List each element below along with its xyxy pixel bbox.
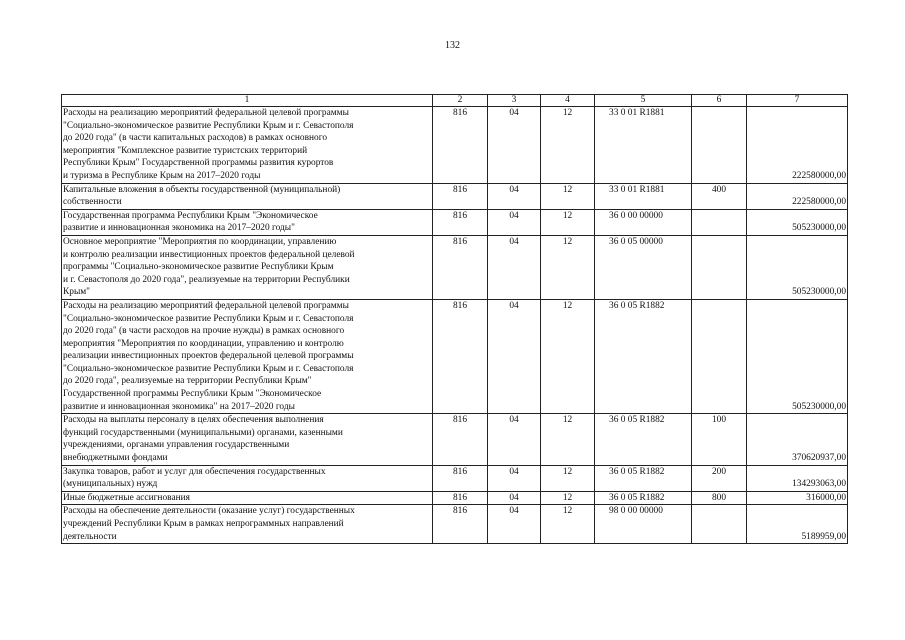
expense-name-line: Расходы на выплаты персоналу в целях обеспечения выполнения <box>63 415 324 426</box>
amount: 316000,00 <box>747 491 848 505</box>
expense-type-code <box>692 209 747 235</box>
ministry-code: 816 <box>433 505 488 544</box>
expense-type-code: 800 <box>692 491 747 505</box>
section-code: 04 <box>488 414 541 465</box>
subsection-code: 12 <box>541 299 595 413</box>
expense-name-line: внебюджетными фондами <box>63 453 168 464</box>
expense-type-code: 400 <box>692 183 747 209</box>
expense-name-line: мероприятия "Мероприятия по координации, управлению и контролю <box>63 338 344 349</box>
subsection-code: 12 <box>541 107 595 184</box>
target-article-code: 36 0 00 00000 <box>595 209 692 235</box>
page-number: 132 <box>445 40 460 51</box>
expense-name-line: учреждений Республики Крым в рамках непрограммных направлений <box>63 519 344 529</box>
amount: 222580000,00 <box>747 107 848 184</box>
column-number: 1 <box>62 95 433 107</box>
ministry-code: 816 <box>433 183 488 209</box>
target-article-code: 33 0 01 R1881 <box>595 107 692 184</box>
expense-type-code <box>692 505 747 544</box>
ministry-code: 816 <box>433 465 488 491</box>
table-row <box>62 235 848 299</box>
column-number: 4 <box>541 95 595 107</box>
expense-name-line: до 2020 года", реализуемые на территории Республики Крым" <box>63 376 312 387</box>
expense-name-line: (муниципальных) нужд <box>63 479 158 490</box>
expense-name <box>62 107 433 184</box>
expense-name-line: Закупка товаров, работ и услуг для обеспечения государственных <box>63 466 326 477</box>
target-article-code: 36 0 05 R1882 <box>595 491 692 505</box>
table-row <box>62 505 848 544</box>
expense-name-line: учреждениями, органами управления государственными <box>63 440 290 451</box>
expense-name-line: собственности <box>63 197 122 208</box>
target-article-code: 36 0 05 R1882 <box>595 465 692 491</box>
column-number: 6 <box>692 95 747 107</box>
ministry-code: 816 <box>433 209 488 235</box>
amount: 222580000,00 <box>747 183 848 209</box>
expense-name <box>62 183 433 209</box>
table-row <box>62 183 848 209</box>
subsection-code: 12 <box>541 235 595 299</box>
column-number-row <box>62 95 848 107</box>
budget-table <box>61 94 848 544</box>
expense-name-line: "Социально-экономическое развитие Республики Крым и г. Севастополя <box>63 363 354 374</box>
expense-name <box>62 491 433 505</box>
expense-type-code <box>692 107 747 184</box>
expense-name-line: Государственной программы Республики Крым "Экономическое <box>63 389 322 400</box>
expense-name-line: и туризма в Республике Крым на 2017–2020 годы <box>63 170 261 181</box>
expense-type-code: 100 <box>692 414 747 465</box>
table-row <box>62 491 848 505</box>
expense-name-line: и г. Севастополя до 2020 года", реализуемые на территории Республики <box>63 274 350 285</box>
expense-name <box>62 414 433 465</box>
expense-type-code: 200 <box>692 465 747 491</box>
expense-name-line: до 2020 года" (в части капитальных расходов) в рамках основного <box>63 133 328 144</box>
expense-name-line: Расходы на реализацию мероприятий федеральной целевой программы <box>63 108 349 118</box>
subsection-code: 12 <box>541 414 595 465</box>
amount: 5189959,00 <box>747 505 848 544</box>
target-article-code: 98 0 00 00000 <box>595 505 692 544</box>
table-row <box>62 209 848 235</box>
table-row <box>62 465 848 491</box>
amount: 505230000,00 <box>747 209 848 235</box>
subsection-code: 12 <box>541 183 595 209</box>
amount: 134293063,00 <box>747 465 848 491</box>
expense-name-line: деятельности <box>63 531 117 542</box>
ministry-code: 816 <box>433 491 488 505</box>
expense-name-line: Капитальные вложения в объекты государственной (муниципальной) <box>63 184 341 195</box>
expense-name-line: Республики Крым" Государственной программы развития курортов <box>63 158 334 169</box>
table-row <box>62 299 848 413</box>
amount: 505230000,00 <box>747 235 848 299</box>
expense-name <box>62 235 433 299</box>
section-code: 04 <box>488 465 541 491</box>
expense-name-line: Крым" <box>63 287 90 298</box>
expense-type-code <box>692 235 747 299</box>
column-number: 7 <box>747 95 848 107</box>
expense-name <box>62 465 433 491</box>
expense-name-line: Иные бюджетные ассигнования <box>63 492 190 503</box>
section-code: 04 <box>488 299 541 413</box>
expense-name <box>62 209 433 235</box>
section-code: 04 <box>488 491 541 505</box>
target-article-code: 36 0 05 R1882 <box>595 299 692 413</box>
target-article-code: 36 0 05 00000 <box>595 235 692 299</box>
subsection-code: 12 <box>541 505 595 544</box>
expense-name <box>62 505 433 544</box>
expense-name-line: развитие и инновационная экономика на 2017–2020 годы" <box>63 223 295 234</box>
expense-name-line: Расходы на обеспечение деятельности (оказание услуг) государственных <box>63 506 355 517</box>
expense-name-line: функций государственными (муниципальными) органами, казенными <box>63 427 343 438</box>
expense-name <box>62 299 433 413</box>
ministry-code: 816 <box>433 414 488 465</box>
expense-name-line: мероприятия "Комплексное развитие туристских территорий <box>63 145 308 156</box>
expense-name-line: Основное мероприятие "Мероприятия по координации, управлению <box>63 236 337 247</box>
expense-name-line: и контролю реализации инвестиционных проектов федеральной целевой <box>63 249 355 260</box>
expense-name-line: программы "Социально-экономическое развитие Республики Крым <box>63 262 334 273</box>
section-code: 04 <box>488 209 541 235</box>
ministry-code: 816 <box>433 107 488 184</box>
table-row <box>62 107 848 184</box>
expense-name-line: Государственная программа Республики Крым "Экономическое <box>63 210 318 221</box>
expense-name-line: развитие и инновационная экономика" на 2017–2020 годы <box>63 401 295 412</box>
section-code: 04 <box>488 505 541 544</box>
expense-name-line: до 2020 года" (в части расходов на прочие нужды) в рамках основного <box>63 326 345 337</box>
expense-name-line: "Социально-экономическое развитие Республики Крым и г. Севастополя <box>63 313 354 324</box>
amount: 505230000,00 <box>747 299 848 413</box>
ministry-code: 816 <box>433 299 488 413</box>
section-code: 04 <box>488 235 541 299</box>
table-row <box>62 414 848 465</box>
ministry-code: 816 <box>433 235 488 299</box>
expense-name-line: "Социально-экономическое развитие Республики Крым и г. Севастополя <box>63 120 354 131</box>
expense-type-code <box>692 299 747 413</box>
column-number: 2 <box>433 95 488 107</box>
subsection-code: 12 <box>541 491 595 505</box>
section-code: 04 <box>488 183 541 209</box>
subsection-code: 12 <box>541 465 595 491</box>
section-code: 04 <box>488 107 541 184</box>
expense-name-line: Расходы на реализацию мероприятий федеральной целевой программы <box>63 300 349 311</box>
amount: 370620937,00 <box>747 414 848 465</box>
expense-name-line: реализации инвестиционных проектов федеральной целевой программы <box>63 351 354 362</box>
target-article-code: 33 0 01 R1881 <box>595 183 692 209</box>
column-number: 3 <box>488 95 541 107</box>
column-number: 5 <box>595 95 692 107</box>
subsection-code: 12 <box>541 209 595 235</box>
target-article-code: 36 0 05 R1882 <box>595 414 692 465</box>
